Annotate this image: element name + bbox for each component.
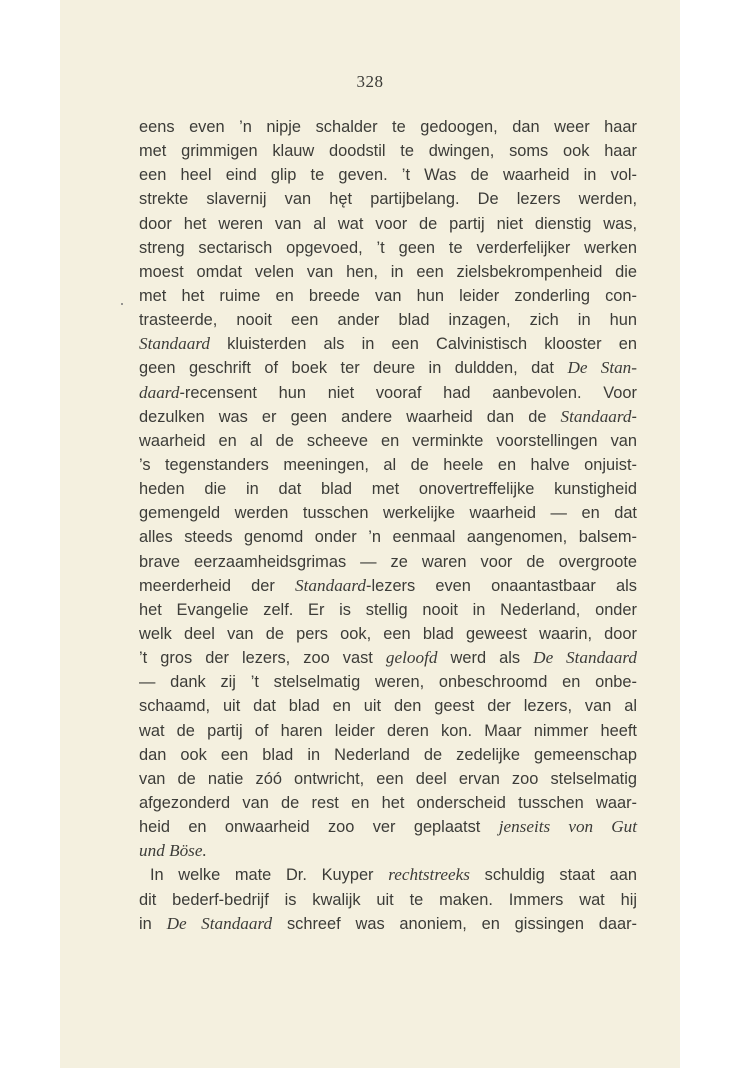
margin-speck [121, 303, 123, 305]
text-line: wat de partij of haren leider deren kon. Maar nimmer heeft [139, 721, 637, 740]
text-line: een heel eind glip te geven. ’t Was de waarheid in vol- [139, 166, 637, 185]
text-run: In welke mate Dr. Kuyper [149, 866, 389, 885]
italic-title: Standaard [139, 334, 210, 354]
text-line: welk deel van de pers ook, een blad geweest waarin, door [139, 624, 637, 643]
text-run: -recensent hun niet vooraf had aanbevolen. Voor [179, 383, 637, 402]
text-line: met grimmigen klauw doodstil te dwingen, soms ook haar [139, 142, 637, 161]
text-run: geen geschrift of boek ter deure in duldden, dat [139, 359, 568, 378]
text-run: dezulken was er geen andere waarheid dan de [139, 407, 561, 426]
italic-title: daard [139, 382, 180, 402]
body-text [139, 115, 637, 936]
italic-title: De Standaard [166, 913, 273, 933]
text-line: brave eerzaamheidsgrimas — ze waren voor de overgroote [139, 552, 637, 571]
text-line: strekte slavernij van hęt partijbelang. De lezers werden, [139, 190, 637, 209]
text-line: eens even ’n nipje schalder te gedoogen, dan weer haar [139, 118, 637, 136]
text-line: gemengeld werden tusschen werkelijke waarheid — en dat [139, 504, 637, 523]
text-run: schuldig staat aan [469, 866, 637, 885]
italic-emphasis: rechtstreeks [388, 865, 470, 885]
text-line [139, 574, 637, 598]
text-line: trasteerde, nooit een ander blad inzagen, zich in hun [139, 311, 637, 330]
text-run: ’t gros der lezers, zoo vast [139, 649, 386, 668]
text-run: -lezers even onaantastbaar als [366, 576, 637, 595]
italic-title: De Stan- [567, 358, 637, 378]
text-line [139, 381, 637, 405]
text-line [139, 405, 637, 429]
text-line: moest omdat velen van hen, in een zielsbekrompenheid die [139, 262, 637, 281]
text-line: door het weren van al wat voor de partij niet dienstig was, [139, 214, 637, 233]
italic-title: De Standaard [533, 648, 638, 668]
text-line [139, 332, 637, 356]
text-line: streng sectarisch opgevoed, ’t geen te verderfelijker werken [139, 238, 637, 257]
text-line [139, 839, 637, 863]
text-run: in [139, 914, 167, 933]
italic-emphasis: geloofd [385, 648, 438, 668]
text-run: heid en onwaarheid zoo ver geplaatst [139, 818, 499, 837]
text-run: kluisterden als in een Calvinistisch klooster en [209, 335, 637, 354]
italic-title: Standaard [560, 406, 632, 426]
italic-phrase: jenseits von Gut [498, 817, 637, 837]
text-line: het Evangelie zelf. Er is stellig nooit in Nederland, onder [139, 600, 637, 619]
page-number: 328 [356, 72, 384, 91]
book-page [60, 0, 680, 1068]
text-line: schaamd, uit dat blad en uit den geest der lezers, van al [139, 697, 637, 716]
text-line [139, 356, 637, 380]
text-line: met het ruime en breede van hun leider zonderling con- [139, 286, 637, 305]
text-line [139, 863, 637, 887]
italic-title: Standaard [295, 575, 367, 595]
italic-phrase: und Böse. [139, 841, 207, 861]
text-run: meerderheid der [139, 576, 296, 595]
text-run: werd als [437, 649, 534, 668]
text-line: dan ook een blad in Nederland de zedelijke gemeenschap [139, 745, 637, 764]
text-run: - [631, 407, 637, 426]
text-line [139, 646, 637, 670]
text-line: heden die in dat blad met onovertreffelijke kunstigheid [139, 480, 637, 499]
text-line: dit bederf-bedrijf is kwalijk uit te maken. Immers wat hij [139, 890, 637, 909]
text-line: waarheid en al de scheeve en verminkte voorstellingen van [139, 431, 637, 450]
text-line: afgezonderd van de rest en het onderscheid tusschen waar- [139, 793, 637, 812]
text-line [139, 912, 637, 936]
text-run: schreef was anoniem, en gissingen daar- [272, 914, 638, 933]
text-line: van de natie zóó ontwricht, een deel ervan zoo stelselmatig [139, 769, 637, 788]
text-line: alles steeds genomd onder ’n eenmaal aangenomen, balsem- [139, 528, 637, 547]
text-line: — dank zij ’t stelselmatig weren, onbeschroomd en onbe- [139, 673, 637, 692]
text-line: ’s tegenstanders meeningen, al de heele en halve onjuist- [139, 455, 637, 474]
text-line [139, 815, 637, 839]
